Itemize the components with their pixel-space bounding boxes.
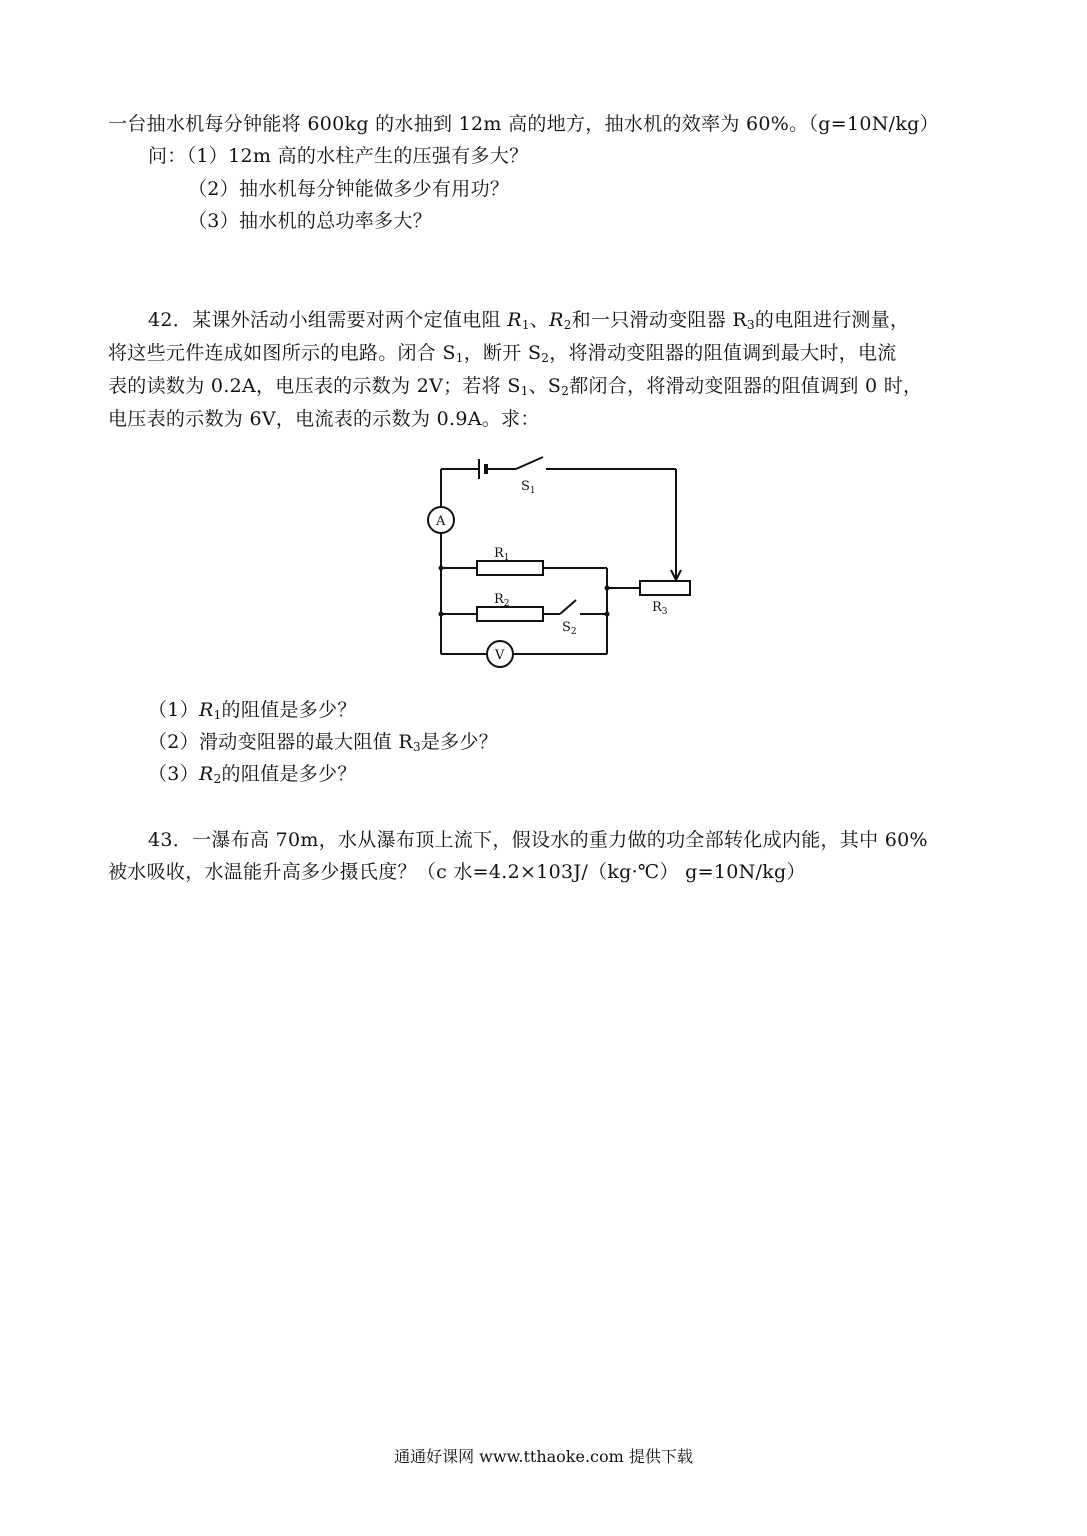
q42-sub1 bbox=[148, 696, 357, 729]
r2-symbol: R bbox=[549, 309, 564, 331]
text-span: 、S bbox=[528, 375, 562, 397]
text-span: 和一只滑动变阻器 R bbox=[571, 309, 747, 331]
subscript: 2 bbox=[561, 384, 570, 398]
text-span: （1） bbox=[148, 699, 199, 721]
ammeter-label: A bbox=[436, 514, 446, 529]
q42-sub2 bbox=[148, 728, 498, 761]
r2-label: $R_2$ bbox=[494, 592, 510, 609]
q42-sub3 bbox=[148, 760, 357, 793]
footer-credit: 通通好课网 www.tthaoke.com 提供下载 bbox=[394, 1447, 693, 1466]
s1-label: $S_1$ bbox=[521, 479, 536, 496]
text-span: 都闭合，将滑动变阻器的阻值调到 0 时， bbox=[569, 375, 923, 397]
subscript: 3 bbox=[746, 318, 755, 332]
r1-symbol: R bbox=[507, 309, 522, 331]
s2-label: $S_2$ bbox=[562, 620, 577, 637]
switch-s1-blade bbox=[516, 457, 543, 469]
text-span: 42．某课外活动小组需要对两个定值电阻 bbox=[148, 309, 508, 331]
subscript: 3 bbox=[412, 740, 421, 754]
subscript: 1 bbox=[213, 708, 222, 722]
text-span: （3） bbox=[148, 763, 199, 785]
q41-stem: 一台抽水机每分钟能将 600kg 的水抽到 12m 高的地方，抽水机的效率为 60%。（g=10N/kg） bbox=[108, 113, 939, 135]
q43-line1: 43．一瀑布高 70m，水从瀑布顶上流下，假设水的重力做的功全部转化成内能，其中 60% bbox=[148, 829, 928, 851]
text-span: ，断开 S bbox=[463, 342, 542, 364]
r2-symbol: R bbox=[199, 763, 214, 785]
r3-label: $R_3$ bbox=[652, 600, 668, 617]
rheostat-r3 bbox=[640, 581, 690, 595]
subscript: 1 bbox=[520, 384, 529, 398]
text-span: 、 bbox=[529, 309, 550, 331]
text-span: 的阻值是多少？ bbox=[221, 763, 357, 785]
subscript: 2 bbox=[213, 772, 222, 786]
q42-line4: 电压表的示数为 6V，电流表的示数为 0.9A。求： bbox=[108, 408, 540, 430]
circuit-diagram bbox=[0, 0, 1087, 700]
text-span: 的电阻进行测量， bbox=[754, 309, 910, 331]
q41-sub1-text: （1）12m 高的水柱产生的压强有多大？ bbox=[186, 145, 529, 167]
q41-ask-prefix: 问： bbox=[148, 145, 187, 167]
q41-sub2: （2）抽水机每分钟能做多少有用功？ bbox=[188, 178, 510, 200]
junction-dot bbox=[439, 566, 444, 571]
subscript: 2 bbox=[563, 318, 572, 332]
junction-dot bbox=[439, 612, 444, 617]
resistor-r2 bbox=[477, 607, 543, 621]
text-span: 将这些元件连成如图所示的电路。闭合 S bbox=[108, 342, 456, 364]
junction-dot bbox=[605, 586, 610, 591]
switch-s2-blade bbox=[560, 600, 576, 614]
r1-label: $R_1$ bbox=[494, 546, 510, 563]
q43-line2: 被水吸收，水温能升高多少摄氏度？（c 水=4.2×103J/（kg·℃） g=10N/kg） bbox=[108, 861, 806, 883]
resistor-r1 bbox=[477, 561, 543, 575]
text-span: 的阻值是多少？ bbox=[221, 699, 357, 721]
text-span: （2）滑动变阻器的最大阻值 R bbox=[148, 731, 413, 753]
r1-symbol: R bbox=[199, 699, 214, 721]
q41-sub3: （3）抽水机的总功率多大？ bbox=[188, 210, 432, 232]
text-span: 表的读数为 0.2A，电压表的示数为 2V；若将 S bbox=[108, 375, 521, 397]
text-span: ，将滑动变阻器的阻值调到最大时，电流 bbox=[549, 342, 897, 364]
text-span: 是多少？ bbox=[420, 731, 499, 753]
voltmeter-label: V bbox=[495, 648, 505, 663]
subscript: 2 bbox=[541, 351, 550, 365]
subscript: 1 bbox=[455, 351, 464, 365]
junction-dot bbox=[605, 612, 610, 617]
subscript: 1 bbox=[521, 318, 530, 332]
